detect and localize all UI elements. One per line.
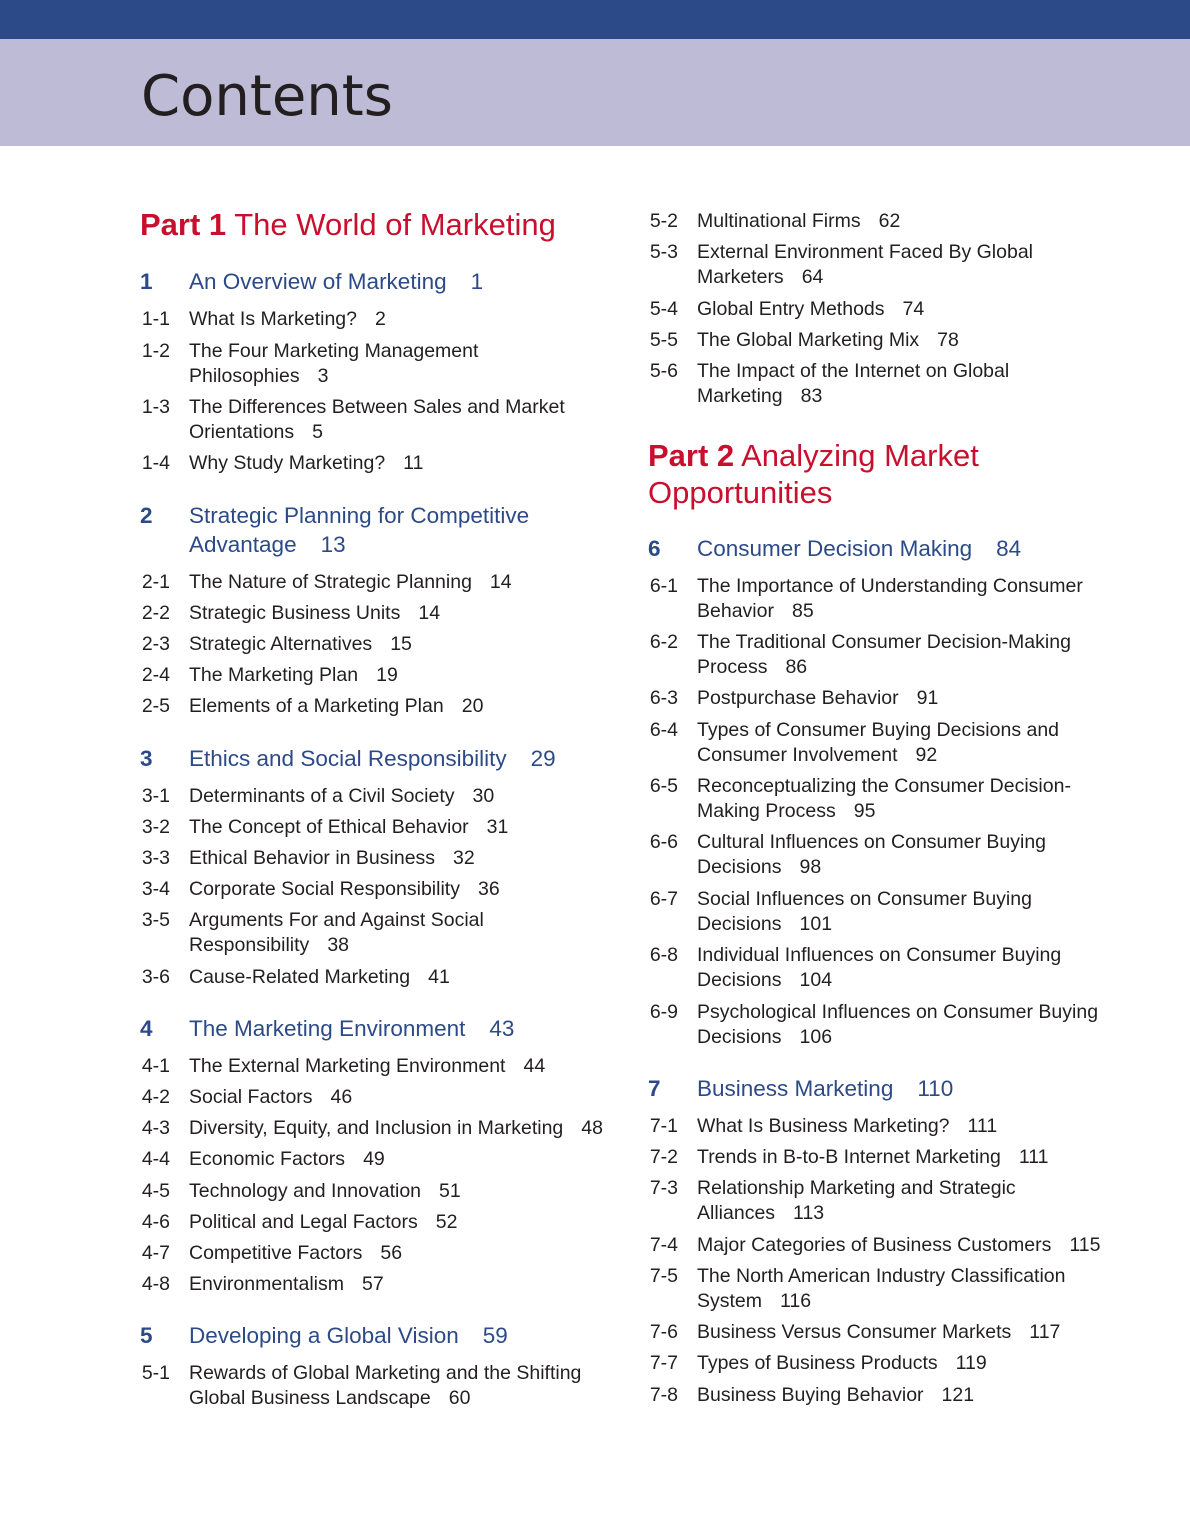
chapter-page: 43 — [489, 1016, 515, 1041]
section-page: 57 — [361, 1273, 384, 1295]
section-page: 64 — [801, 266, 824, 288]
section-number: 7-2 — [649, 1146, 678, 1168]
section-entry[interactable] — [140, 1272, 620, 1297]
section-title: Cause-Related Marketing — [189, 966, 411, 988]
section-page: 15 — [390, 633, 412, 655]
section-entry[interactable] — [140, 395, 620, 445]
section-title: The Nature of Strategic Planning — [189, 571, 472, 593]
section-number: 4-7 — [141, 1242, 170, 1264]
section-number: 1-4 — [141, 452, 170, 474]
chapter-number: 2 — [140, 503, 153, 528]
section-page: 111 — [1018, 1146, 1049, 1168]
section-title: The Differences Between Sales and Market Orientations — [189, 396, 565, 443]
section-number: 7-5 — [649, 1265, 678, 1287]
section-number: 4-8 — [141, 1273, 170, 1295]
section-page: 98 — [799, 856, 822, 878]
section-entry[interactable] — [140, 1054, 620, 1079]
section-number: 6-3 — [649, 687, 678, 709]
chapter-page: 1 — [470, 269, 484, 294]
section-number: 5-2 — [649, 210, 678, 232]
section-number: 4-4 — [141, 1148, 170, 1170]
page-title: Contents — [141, 64, 393, 129]
section-title: Types of Consumer Buying Decisions and Consumer Involvement — [697, 719, 1060, 766]
section-number: 2-4 — [141, 664, 170, 686]
chapter-title: Ethics and Social Responsibility — [189, 746, 507, 771]
section-entry[interactable] — [648, 1264, 1128, 1314]
section-page: 119 — [955, 1352, 987, 1374]
section-entry[interactable] — [140, 451, 620, 476]
section-number: 1-2 — [141, 340, 170, 362]
section-title: The Concept of Ethical Behavior — [189, 816, 469, 838]
section-number: 3-4 — [141, 878, 170, 900]
section-page: 106 — [799, 1026, 833, 1048]
section-page: 46 — [330, 1086, 353, 1108]
chapter-heading[interactable] — [140, 501, 620, 559]
section-entry[interactable] — [648, 297, 1128, 322]
section-number: 7-6 — [649, 1321, 678, 1343]
section-page: 101 — [799, 913, 833, 935]
section-title: Business Buying Behavior — [697, 1384, 924, 1406]
section-entry[interactable] — [648, 1176, 1128, 1226]
section-entry[interactable] — [648, 718, 1128, 768]
section-page: 104 — [799, 969, 833, 991]
section-title: Diversity, Equity, and Inclusion in Marketing — [189, 1117, 564, 1139]
section-entry[interactable] — [648, 774, 1128, 824]
section-title: Social Factors — [189, 1086, 313, 1108]
section-number: 1-3 — [141, 396, 170, 418]
section-title: The Four Marketing Management Philosophies — [189, 340, 479, 387]
section-number: 4-6 — [141, 1211, 170, 1233]
part-number: Part 2 — [648, 438, 735, 473]
section-title: Relationship Marketing and Strategic Alliances — [697, 1177, 1016, 1224]
chapter-page: 29 — [530, 746, 556, 771]
section-entry[interactable] — [648, 209, 1128, 234]
section-number: 3-6 — [141, 966, 170, 988]
section-title: Psychological Influences on Consumer Buying Decisions — [697, 1001, 1099, 1048]
section-entry[interactable] — [648, 686, 1128, 711]
section-title: Rewards of Global Marketing and the Shifting Global Business Landscape — [189, 1362, 582, 1409]
section-page: 41 — [428, 966, 450, 988]
section-page: 85 — [791, 600, 814, 622]
section-title: Postpurchase Behavior — [697, 687, 899, 709]
section-number: 2-2 — [141, 602, 170, 624]
section-entry[interactable] — [648, 1114, 1128, 1139]
section-title: Strategic Alternatives — [189, 633, 373, 655]
section-title: What Is Marketing? — [189, 308, 357, 330]
part-title: The World of Marketing — [234, 207, 556, 242]
section-page: 11 — [403, 452, 424, 474]
section-page: 14 — [418, 602, 441, 624]
section-number: 5-1 — [141, 1362, 170, 1384]
section-title: Multinational Firms — [697, 210, 861, 232]
section-title: Strategic Business Units — [189, 602, 401, 624]
section-page: 52 — [435, 1211, 458, 1233]
section-page: 36 — [477, 878, 500, 900]
section-title: Competitive Factors — [189, 1242, 363, 1264]
section-page: 92 — [915, 744, 938, 766]
section-entry[interactable] — [648, 359, 1128, 409]
section-entry[interactable] — [648, 630, 1128, 680]
section-entry[interactable] — [140, 1361, 620, 1411]
section-entry[interactable] — [140, 1116, 620, 1141]
section-page: 30 — [472, 785, 495, 807]
section-page: 78 — [937, 329, 959, 351]
section-title: Cultural Influences on Consumer Buying Decisions — [697, 831, 1047, 878]
chapter-page: 13 — [320, 532, 346, 557]
chapter-heading[interactable] — [140, 267, 620, 296]
section-page: 62 — [878, 210, 901, 232]
section-title: Political and Legal Factors — [189, 1211, 418, 1233]
section-number: 4-3 — [141, 1117, 170, 1139]
section-entry[interactable] — [140, 908, 620, 958]
chapter-number: 1 — [140, 269, 153, 294]
section-title: Technology and Innovation — [189, 1180, 422, 1202]
section-title: External Environment Faced By Global Marketers — [697, 241, 1033, 288]
chapter-number: 4 — [140, 1016, 153, 1041]
section-entry[interactable] — [648, 574, 1128, 624]
section-title: Economic Factors — [189, 1148, 346, 1170]
section-entry[interactable] — [140, 570, 620, 595]
section-title: Corporate Social Responsibility — [189, 878, 460, 900]
section-title: Elements of a Marketing Plan — [189, 695, 444, 717]
section-number: 7-1 — [649, 1115, 678, 1137]
section-entry[interactable] — [140, 1147, 620, 1172]
section-entry[interactable] — [648, 1145, 1128, 1170]
section-page: 38 — [327, 934, 350, 956]
section-title: The Impact of the Internet on Global Marketing — [697, 360, 1010, 407]
section-number: 5-3 — [649, 241, 678, 263]
section-number: 2-3 — [141, 633, 170, 655]
section-page: 31 — [486, 816, 509, 838]
chapter-page: 84 — [996, 536, 1022, 561]
section-title: Why Study Marketing? — [189, 452, 386, 474]
section-number: 3-3 — [141, 847, 170, 869]
chapter-heading[interactable] — [140, 1014, 620, 1043]
chapter-number: 5 — [140, 1323, 153, 1348]
section-number: 1-1 — [141, 308, 170, 330]
section-number: 3-2 — [141, 816, 170, 838]
section-number: 6-7 — [649, 888, 678, 910]
section-number: 5-5 — [649, 329, 678, 351]
section-title: Ethical Behavior in Business — [189, 847, 436, 869]
section-title: The Importance of Understanding Consumer Behavior — [697, 575, 1083, 622]
section-entry[interactable] — [140, 632, 620, 657]
section-title: Types of Business Products — [697, 1352, 938, 1374]
chapter-title: Strategic Planning for Competitive Advantage — [189, 503, 530, 557]
section-page: 44 — [523, 1055, 546, 1077]
section-number: 3-5 — [141, 909, 170, 931]
section-entry[interactable] — [648, 1383, 1128, 1408]
section-page: 3 — [317, 365, 329, 387]
section-page: 117 — [1029, 1321, 1061, 1343]
chapter-number: 7 — [648, 1076, 661, 1101]
section-number: 7-4 — [649, 1234, 678, 1256]
section-number: 5-4 — [649, 298, 678, 320]
section-number: 7-8 — [649, 1384, 678, 1406]
section-page: 74 — [902, 298, 925, 320]
section-title: Environmentalism — [189, 1273, 344, 1295]
section-page: 19 — [376, 664, 398, 686]
section-page: 56 — [380, 1242, 403, 1264]
section-title: The North American Industry Classification System — [697, 1265, 1066, 1312]
section-title: Individual Influences on Consumer Buying Decisions — [697, 944, 1062, 991]
section-title: Determinants of a Civil Society — [189, 785, 455, 807]
section-title: The Traditional Consumer Decision-Making Process — [697, 631, 1071, 678]
part-title: Analyzing Market Opportunities — [648, 438, 979, 510]
section-page: 113 — [793, 1202, 825, 1224]
section-title: Arguments For and Against Social Responsibility — [189, 909, 484, 956]
section-title: The Marketing Plan — [189, 664, 359, 686]
section-entry[interactable] — [140, 663, 620, 688]
section-page: 5 — [312, 421, 323, 443]
section-entry[interactable] — [140, 784, 620, 809]
section-title: Global Entry Methods — [697, 298, 885, 320]
chapter-number: 6 — [648, 536, 661, 561]
section-page: 20 — [461, 695, 484, 717]
section-page: 2 — [374, 308, 386, 330]
section-number: 6-1 — [649, 575, 678, 597]
chapter-heading[interactable] — [140, 1321, 620, 1350]
section-entry[interactable] — [140, 307, 620, 332]
section-entry[interactable] — [140, 1085, 620, 1110]
section-entry[interactable] — [140, 1241, 620, 1266]
chapter-heading[interactable] — [140, 744, 620, 773]
part-heading — [140, 206, 556, 243]
section-entry[interactable] — [140, 815, 620, 840]
section-number: 6-9 — [649, 1001, 678, 1023]
section-number: 4-5 — [141, 1180, 170, 1202]
section-number: 5-6 — [649, 360, 678, 382]
section-page: 115 — [1069, 1234, 1101, 1256]
section-title: Social Influences on Consumer Buying Decisions — [697, 888, 1032, 935]
section-entry[interactable] — [140, 877, 620, 902]
section-title: The Global Marketing Mix — [697, 329, 920, 351]
section-entry[interactable] — [648, 830, 1128, 880]
section-page: 49 — [363, 1148, 385, 1170]
section-entry[interactable] — [140, 601, 620, 626]
section-entry[interactable] — [140, 1179, 620, 1204]
section-entry[interactable] — [648, 1320, 1128, 1345]
section-entry[interactable] — [648, 328, 1128, 353]
section-number: 6-8 — [649, 944, 678, 966]
section-title: Trends in B-to-B Internet Marketing — [697, 1146, 1001, 1168]
section-page: 60 — [448, 1387, 471, 1409]
section-entry[interactable] — [648, 1351, 1128, 1376]
part-number: Part 1 — [140, 207, 227, 242]
section-entry[interactable] — [140, 694, 620, 719]
chapter-title: Consumer Decision Making — [697, 536, 973, 561]
section-number: 7-3 — [649, 1177, 678, 1199]
chapter-heading[interactable] — [648, 534, 1128, 563]
section-title: The External Marketing Environment — [189, 1055, 506, 1077]
chapter-title: Developing a Global Vision — [189, 1323, 459, 1348]
section-entry[interactable] — [140, 1210, 620, 1235]
section-page: 83 — [800, 385, 823, 407]
section-entry[interactable] — [140, 846, 620, 871]
section-page: 51 — [439, 1180, 461, 1202]
section-number: 6-2 — [649, 631, 678, 653]
section-number: 3-1 — [141, 785, 170, 807]
section-entry[interactable] — [648, 240, 1128, 290]
section-entry[interactable] — [140, 339, 620, 389]
section-number: 7-7 — [649, 1352, 678, 1374]
part-heading — [648, 437, 1048, 511]
section-entry[interactable] — [648, 887, 1128, 937]
section-page: 116 — [780, 1290, 812, 1312]
section-entry[interactable] — [648, 1233, 1128, 1258]
section-number: 6-5 — [649, 775, 678, 797]
section-number: 4-2 — [141, 1086, 170, 1108]
section-title: Business Versus Consumer Markets — [697, 1321, 1012, 1343]
section-number: 4-1 — [141, 1055, 170, 1077]
section-page: 14 — [489, 571, 512, 593]
section-page: 111 — [967, 1115, 998, 1137]
chapter-title: Business Marketing — [697, 1076, 894, 1101]
chapter-heading[interactable] — [648, 1074, 1128, 1103]
section-page: 95 — [853, 800, 876, 822]
chapter-number: 3 — [140, 746, 153, 771]
section-page: 48 — [581, 1117, 603, 1139]
section-number: 6-4 — [649, 719, 678, 741]
section-page: 121 — [941, 1384, 975, 1406]
section-number: 2-1 — [141, 571, 170, 593]
section-title: Major Categories of Business Customers — [697, 1234, 1052, 1256]
section-title: What Is Business Marketing? — [697, 1115, 950, 1137]
chapter-title: An Overview of Marketing — [189, 269, 447, 294]
chapter-page: 110 — [917, 1076, 954, 1101]
section-title: Reconceptualizing the Consumer Decision-Making Process — [697, 775, 1071, 822]
section-entry[interactable] — [140, 965, 620, 990]
section-page: 91 — [916, 687, 939, 709]
chapter-title: The Marketing Environment — [189, 1016, 466, 1041]
top-color-bar — [0, 0, 1190, 39]
section-entry[interactable] — [648, 943, 1128, 993]
section-number: 6-6 — [649, 831, 678, 853]
section-page: 86 — [785, 656, 808, 678]
section-entry[interactable] — [648, 1000, 1128, 1050]
chapter-page: 59 — [482, 1323, 508, 1348]
header-band — [0, 39, 1190, 146]
section-number: 2-5 — [141, 695, 170, 717]
section-page: 32 — [453, 847, 475, 869]
